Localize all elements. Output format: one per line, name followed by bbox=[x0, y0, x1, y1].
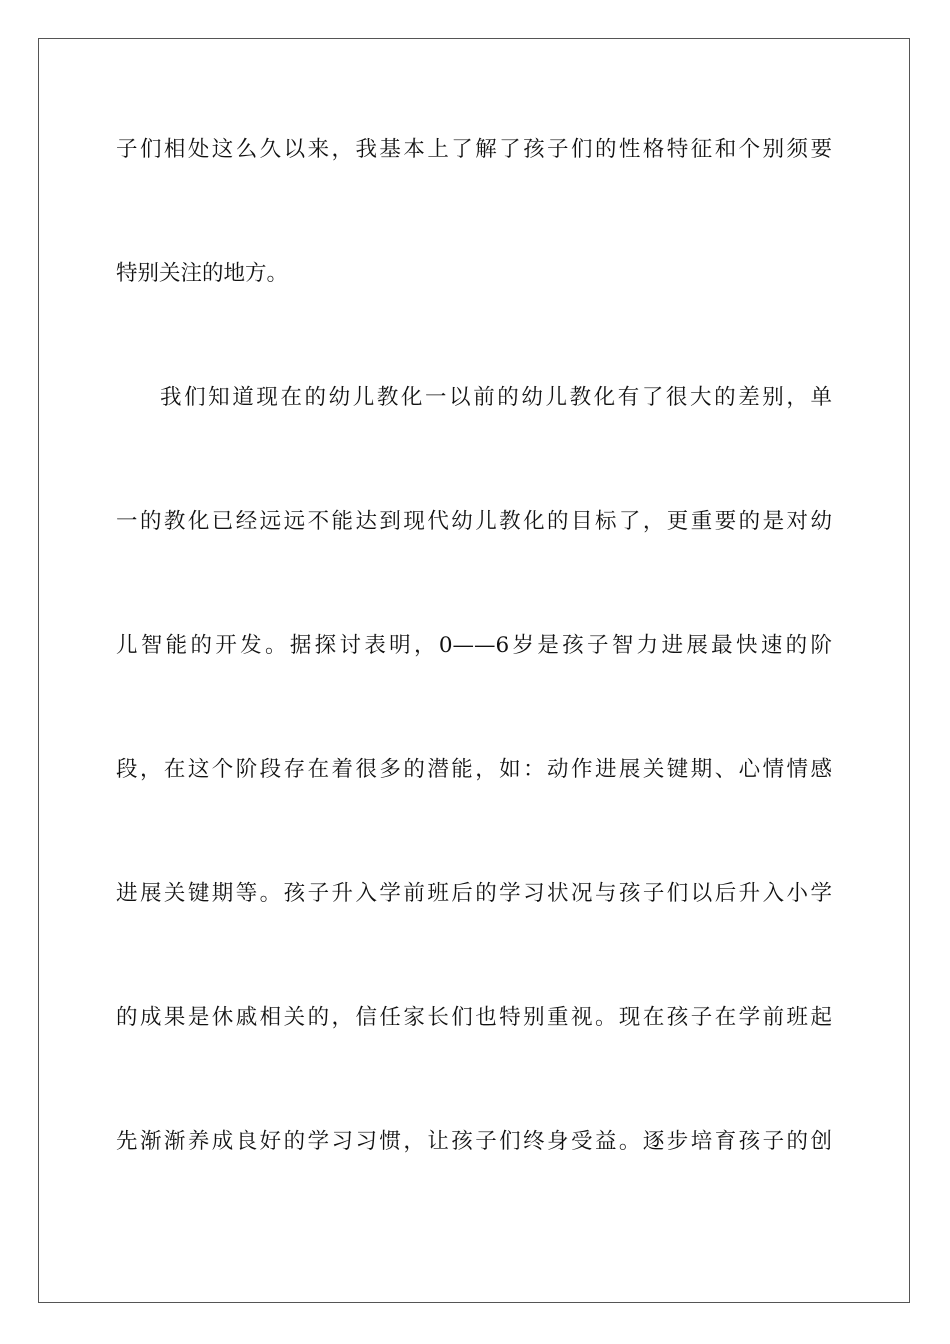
text-line-2: 特别关注的地方。 bbox=[116, 261, 289, 286]
text-line-6: 段，在这个阶段存在着很多的潜能，如：动作进展关键期、心情情感 bbox=[116, 757, 832, 782]
text-line-1: 子们相处这么久以来，我基本上了解了孩子们的性格特征和个别须要 bbox=[116, 137, 832, 162]
text-line-9: 先渐渐养成良好的学习习惯，让孩子们终身受益。逐步培育孩子的创 bbox=[116, 1129, 832, 1154]
text-line-5: 儿智能的开发。据探讨表明，0——6岁是孩子智力进展最快速的阶 bbox=[116, 633, 832, 658]
text-line-3: 我们知道现在的幼儿教化一以前的幼儿教化有了很大的差别，单 bbox=[160, 385, 832, 410]
text-line-4: 一的教化已经远远不能达到现代幼儿教化的目标了，更重要的是对幼 bbox=[116, 509, 832, 534]
page-border bbox=[38, 38, 910, 1303]
text-line-8: 的成果是休戚相关的，信任家长们也特别重视。现在孩子在学前班起 bbox=[116, 1005, 832, 1030]
text-line-7: 进展关键期等。孩子升入学前班后的学习状况与孩子们以后升入小学 bbox=[116, 881, 832, 906]
